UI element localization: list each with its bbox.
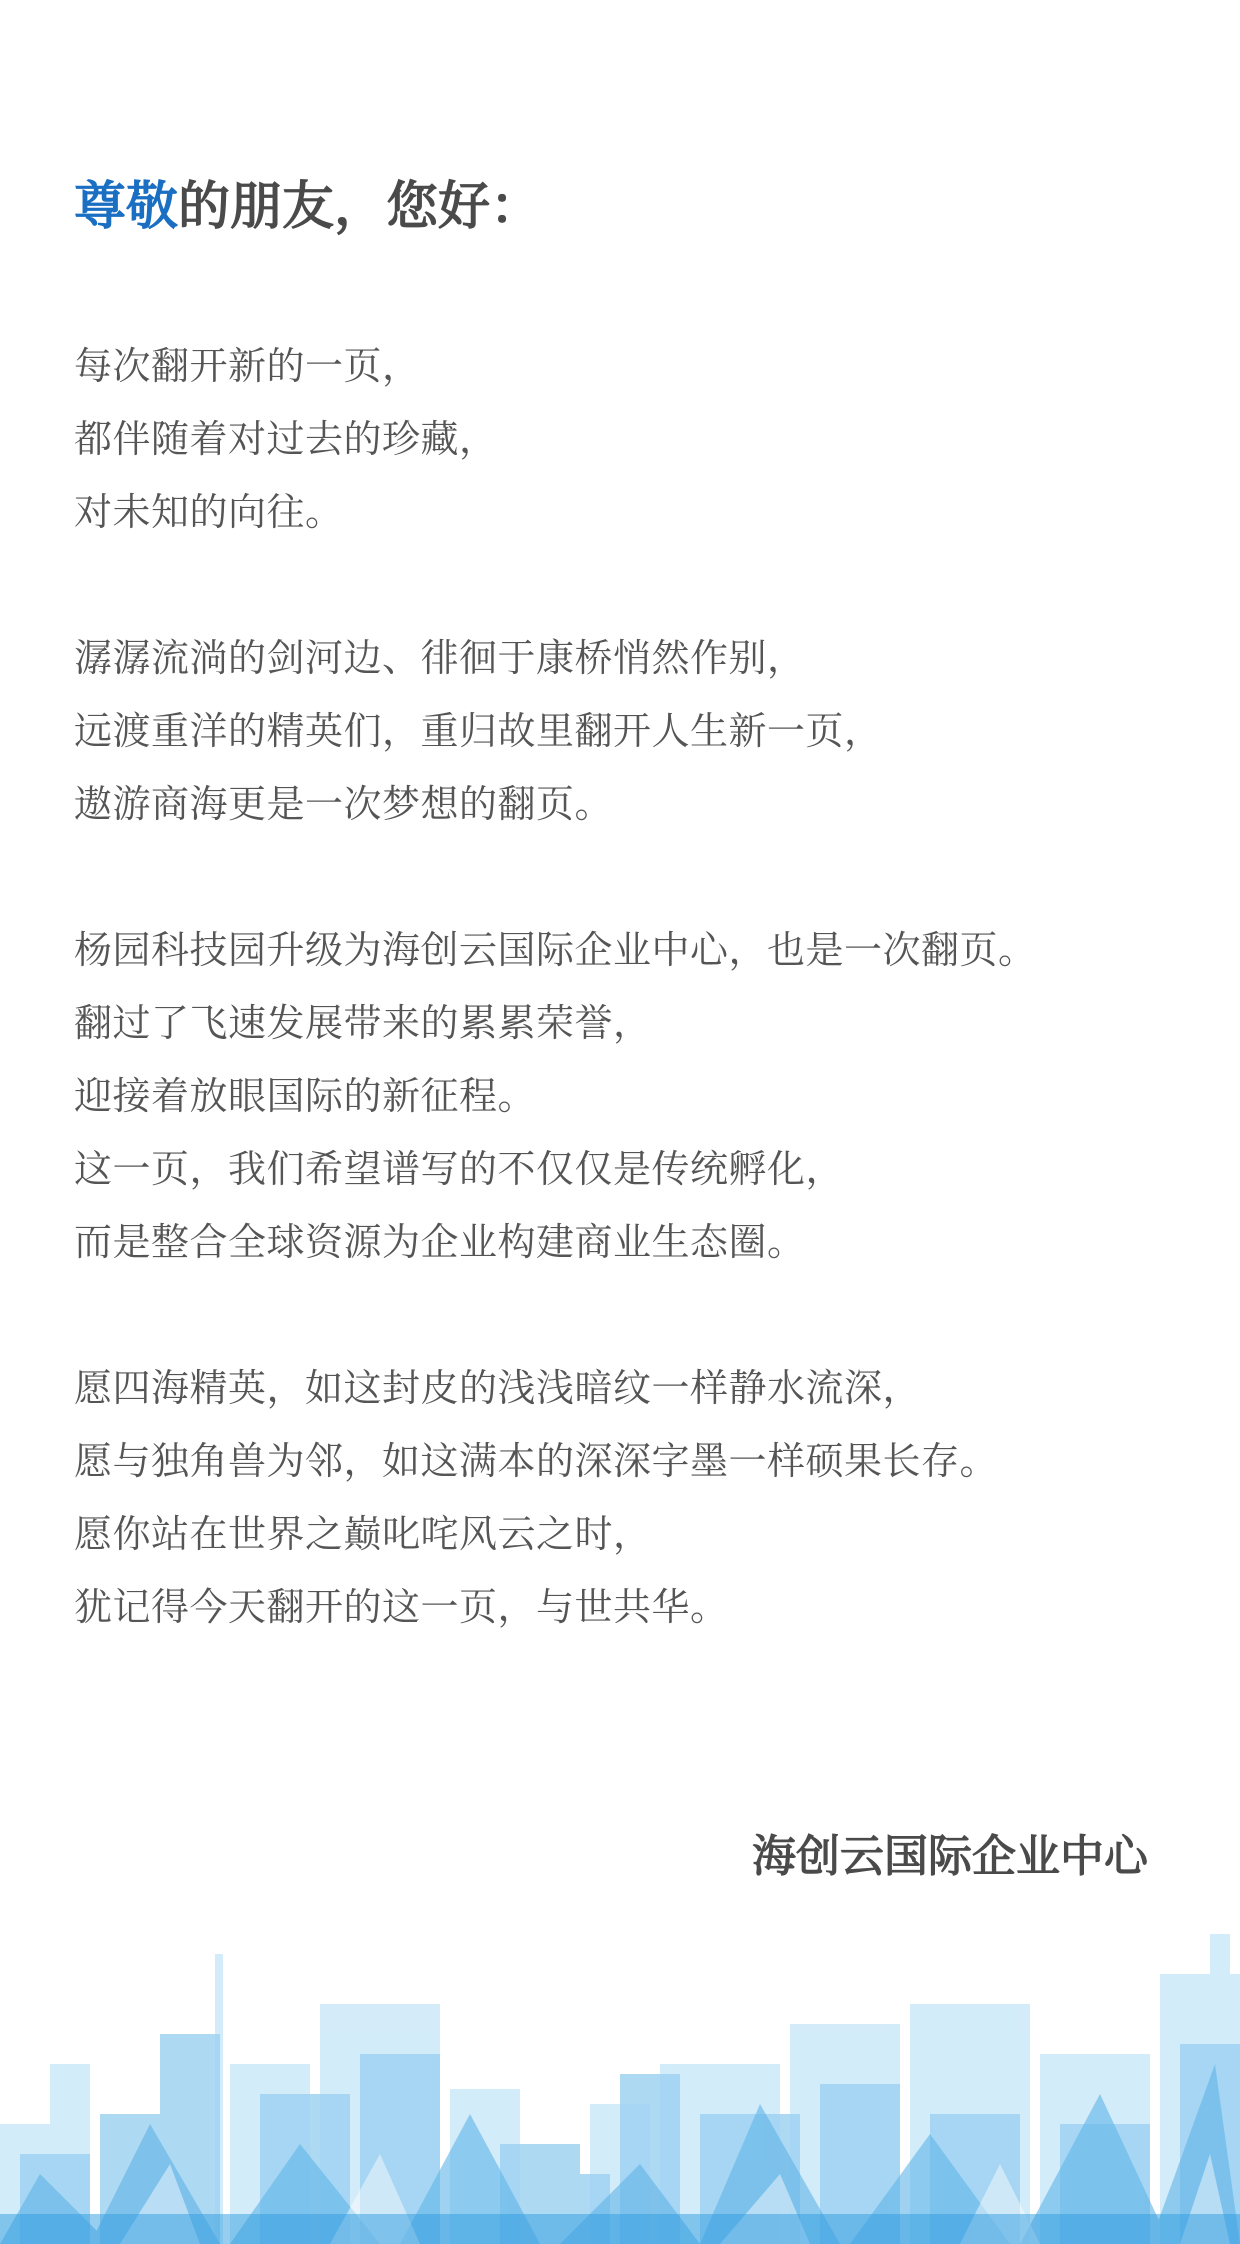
letter-line: 愿与独角兽为邻，如这满本的深深字墨一样硕果长存。 [74,1439,999,1483]
letter-line: 这一页，我们希望谱写的不仅仅是传统孵化， [74,1147,845,1191]
letter-line: 愿你站在世界之巅叱咤风云之时， [74,1512,652,1556]
letter-line: 迎接着放眼国际的新征程。 [74,1074,537,1118]
greeting-accent: 尊敬 [74,177,179,237]
letter-line: 每次翻开新的一页， [74,344,421,388]
letter-line: 杨园科技园升级为海创云国际企业中心，也是一次翻页。 [74,928,1037,972]
stanza-1 [74,330,1174,549]
stanza-4 [74,1352,1174,1644]
letter-line: 翻过了飞速发展带来的累累荣誉， [74,1001,652,1045]
stanza-2 [74,622,1174,841]
letter-line: 远渡重洋的精英们，重归故里翻开人生新一页， [74,709,883,753]
letter-line: 愿四海精英，如这封皮的浅浅暗纹一样静水流深， [74,1366,922,1410]
stanza-3 [74,914,1174,1279]
greeting-heading [74,172,542,242]
letter-line: 潺潺流淌的剑河边、徘徊于康桥悄然作别， [74,636,806,680]
letter-line: 而是整合全球资源为企业构建商业生态圈。 [74,1220,806,1264]
greeting-rest: 的朋友，您好： [178,177,543,237]
letter-line: 犹记得今天翻开的这一页，与世共华。 [74,1585,729,1629]
letter-line: 都伴随着对过去的珍藏， [74,417,498,461]
letter-line: 对未知的向往。 [74,490,344,534]
letter-line: 遨游商海更是一次梦想的翻页。 [74,782,614,826]
letter-body [74,330,1174,1717]
city-skyline-illustration [0,1914,1240,2244]
signature: 海创云国际企业中心 [752,1831,1148,1882]
